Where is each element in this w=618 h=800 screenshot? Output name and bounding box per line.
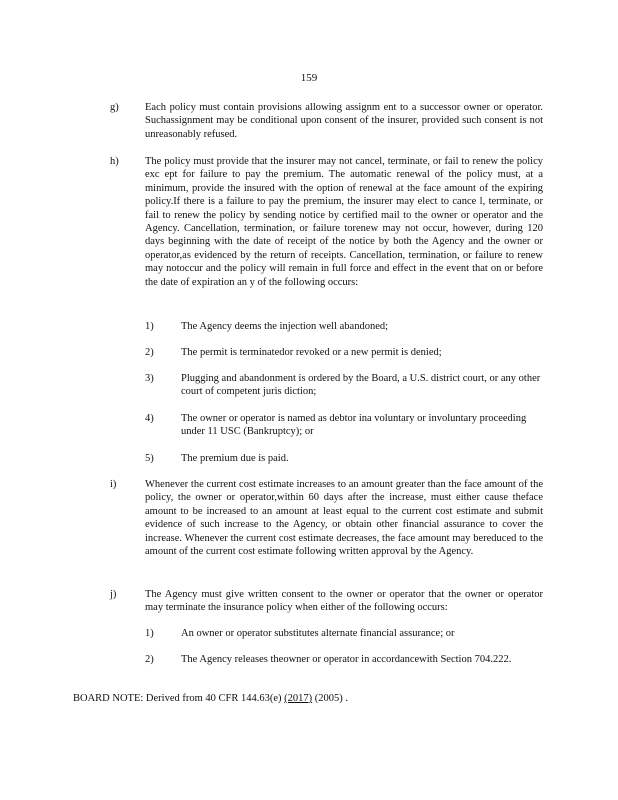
subitem-label: 5) <box>145 453 154 464</box>
subitem-text: An owner or operator substitutes alternate financial assurance; or <box>181 628 455 639</box>
subitem-label: 2) <box>145 654 154 665</box>
section-text: The Agency must give written consent to the owner or operator that the owner or operator may terminate the insurance policy when either of the following occurs: <box>145 589 543 614</box>
section-text: The policy must provide that the insurer may not cancel, terminate, or fail to renew the policy exc ept for failure to pay the premium. The automatic renewal of the policy must, at a minimum, provide the insured with the option of renewal at the face amount of the expiring policy.If there is a failure to pay the premium, the insurer may elect to cance l, terminate, or fail to renew the policy by sending notice by certified mail to the owner or operator and the Agency. Cancellation, termination, or failure torenew may not occur, however, during 120 days beginning with the date of receipt of the notice by both the Agency and the owner or operator,as evidenced by the return of receipts. Cancellation, termination, or failure to renew may notoccur and the policy will remain in full force and effect in the event that on or before the date of expiration an y of the following occurs: <box>145 156 543 288</box>
page-number: 159 <box>300 72 318 84</box>
section-label: j) <box>110 589 117 600</box>
board-note-prefix: BOARD NOTE: Derived from 40 CFR 144.63(e) <box>73 693 282 704</box>
subitem-text: The owner or operator is named as debtor ina voluntary or involuntary proceeding under 11 USC (Bankruptcy); or <box>181 413 527 438</box>
subitem-text: The Agency releases theowner or operator in accordancewith Section 704.222. <box>181 654 512 665</box>
section-label: g) <box>110 102 119 113</box>
subitem-text: The permit is terminatedor revoked or a new permit is denied; <box>181 347 442 358</box>
section-label: i) <box>110 479 117 490</box>
board-note <box>73 692 553 705</box>
subitem-label: 2) <box>145 347 154 358</box>
subitem-text: Plugging and abandonment is ordered by the Board, a U.S. district court, or any other court of competent juris diction; <box>181 373 541 398</box>
subitem-text: The premium due is paid. <box>181 453 289 464</box>
subitem-label: 4) <box>145 413 154 424</box>
subitem-label: 1) <box>145 628 154 639</box>
section-text: Whenever the current cost estimate increases to an amount greater than the face amount of the policy, the owner or operator,within 60 days after the increase, must either cause theface amount to be increased to an amount at least equal to the current cost estimate and submit evidence of such increase to the Agency, or obtain other financial assurance to cover the increase. Whenever the current cost estimate decreases, the face amount may bereduced to the amount of the current cost estimate following written approval by the Agency. <box>145 479 543 558</box>
section-label: h) <box>110 156 119 167</box>
section-text: Each policy must contain provisions allowing assignm ent to a successor owner or operator. Suchassignment may be conditional upon consent of the insurer, provided such consent is not unreasonably refused. <box>145 102 543 140</box>
board-note-suffix: (2005) . <box>314 693 349 704</box>
subitem-label: 1) <box>145 321 154 332</box>
subitem-label: 3) <box>145 373 154 384</box>
board-note-underlined: (2017) <box>284 693 313 704</box>
subitem-text: The Agency deems the injection well abandoned; <box>181 321 389 332</box>
